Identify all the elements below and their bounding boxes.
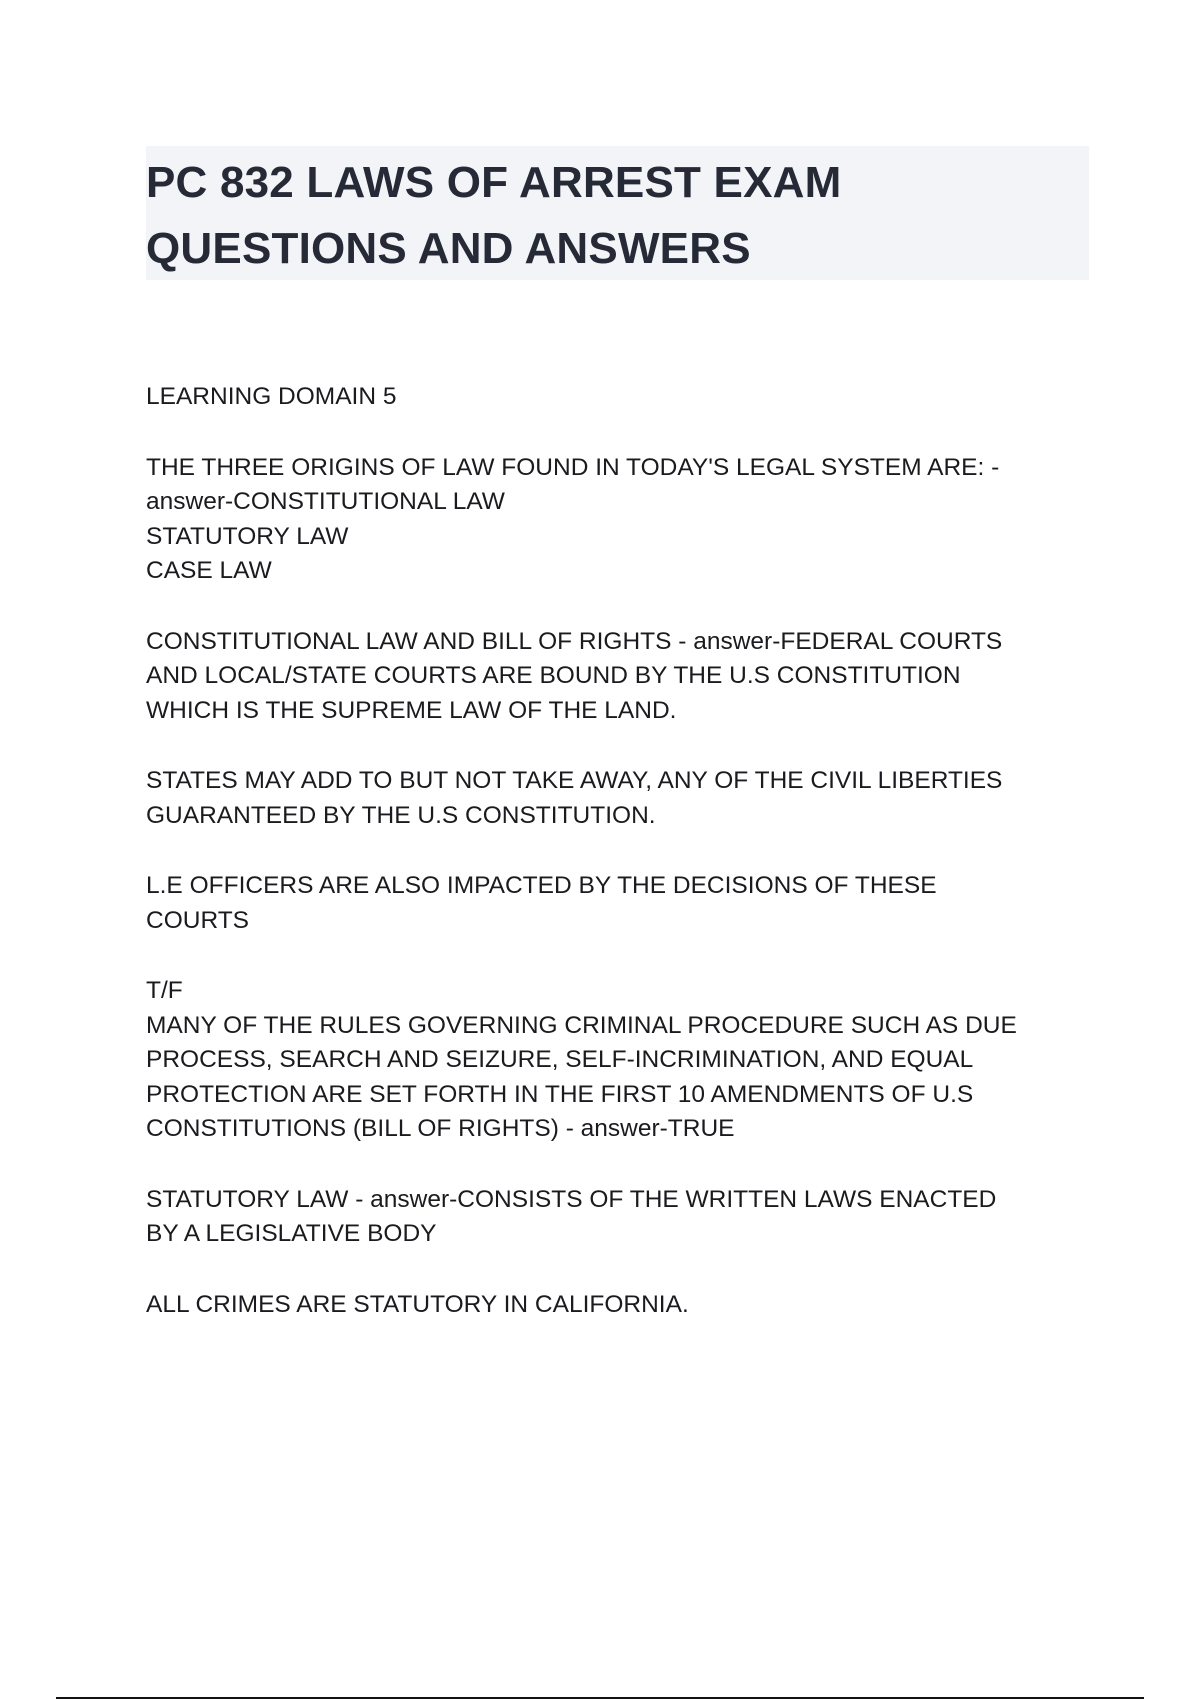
paragraph-origins-of-law	[146, 451, 1106, 589]
text-line: COURTS	[146, 906, 250, 934]
text-line: PROCESS, SEARCH AND SEIZURE, SELF-INCRIMINATION, AND EQUAL	[146, 1046, 974, 1073]
text-line: STATUTORY LAW	[146, 522, 349, 550]
text-line: THE THREE ORIGINS OF LAW FOUND IN TODAY'S LEGAL SYSTEM ARE: -	[146, 453, 1000, 481]
text-line: PROTECTION ARE SET FORTH IN THE FIRST 10 AMENDMENTS OF U.S	[146, 1080, 974, 1108]
document-title-line-2: QUESTIONS AND ANSWERS	[146, 224, 751, 273]
text-line: T/F	[146, 977, 183, 1004]
text-line: GUARANTEED BY THE U.S CONSTITUTION.	[146, 801, 656, 829]
text-line: CONSTITUTIONS (BILL OF RIGHTS) - answer-TRUE	[146, 1115, 735, 1142]
page-bottom-divider	[56, 1697, 1144, 1699]
paragraph-constitutional-law	[146, 625, 1106, 729]
text-line: STATUTORY LAW - answer-CONSISTS OF THE WRITTEN LAWS ENACTED	[146, 1185, 997, 1213]
document-body	[146, 380, 1106, 1358]
text-line: CONSTITUTIONAL LAW AND BILL OF RIGHTS - answer-FEDERAL COURTS	[146, 627, 1003, 655]
paragraph-true-false-question	[146, 974, 1106, 1147]
paragraph-le-officers	[146, 869, 1106, 938]
text-line: WHICH IS THE SUPREME LAW OF THE LAND.	[146, 696, 677, 724]
document-title-line-1: PC 832 LAWS OF ARREST EXAM	[146, 158, 842, 207]
title-banner	[146, 146, 1089, 280]
paragraph-learning-domain	[146, 380, 1106, 415]
text-line: CASE LAW	[146, 557, 272, 584]
text-line: AND LOCAL/STATE COURTS ARE BOUND BY THE U.S CONSTITUTION	[146, 662, 961, 689]
paragraph-states-civil-liberties	[146, 764, 1106, 833]
text-line: STATES MAY ADD TO BUT NOT TAKE AWAY, ANY OF THE CIVIL LIBERTIES	[146, 767, 1003, 794]
paragraph-statutory-law	[146, 1183, 1106, 1252]
text-line: L.E OFFICERS ARE ALSO IMPACTED BY THE DECISIONS OF THESE	[146, 872, 937, 899]
text-line: MANY OF THE RULES GOVERNING CRIMINAL PROCEDURE SUCH AS DUE	[146, 1011, 1017, 1039]
paragraph-crimes-statutory	[146, 1288, 1106, 1323]
text-line: LEARNING DOMAIN 5	[146, 383, 397, 410]
text-line: answer-CONSTITUTIONAL LAW	[146, 488, 505, 515]
text-line: BY A LEGISLATIVE BODY	[146, 1220, 437, 1247]
text-line: ALL CRIMES ARE STATUTORY IN CALIFORNIA.	[146, 1290, 689, 1318]
